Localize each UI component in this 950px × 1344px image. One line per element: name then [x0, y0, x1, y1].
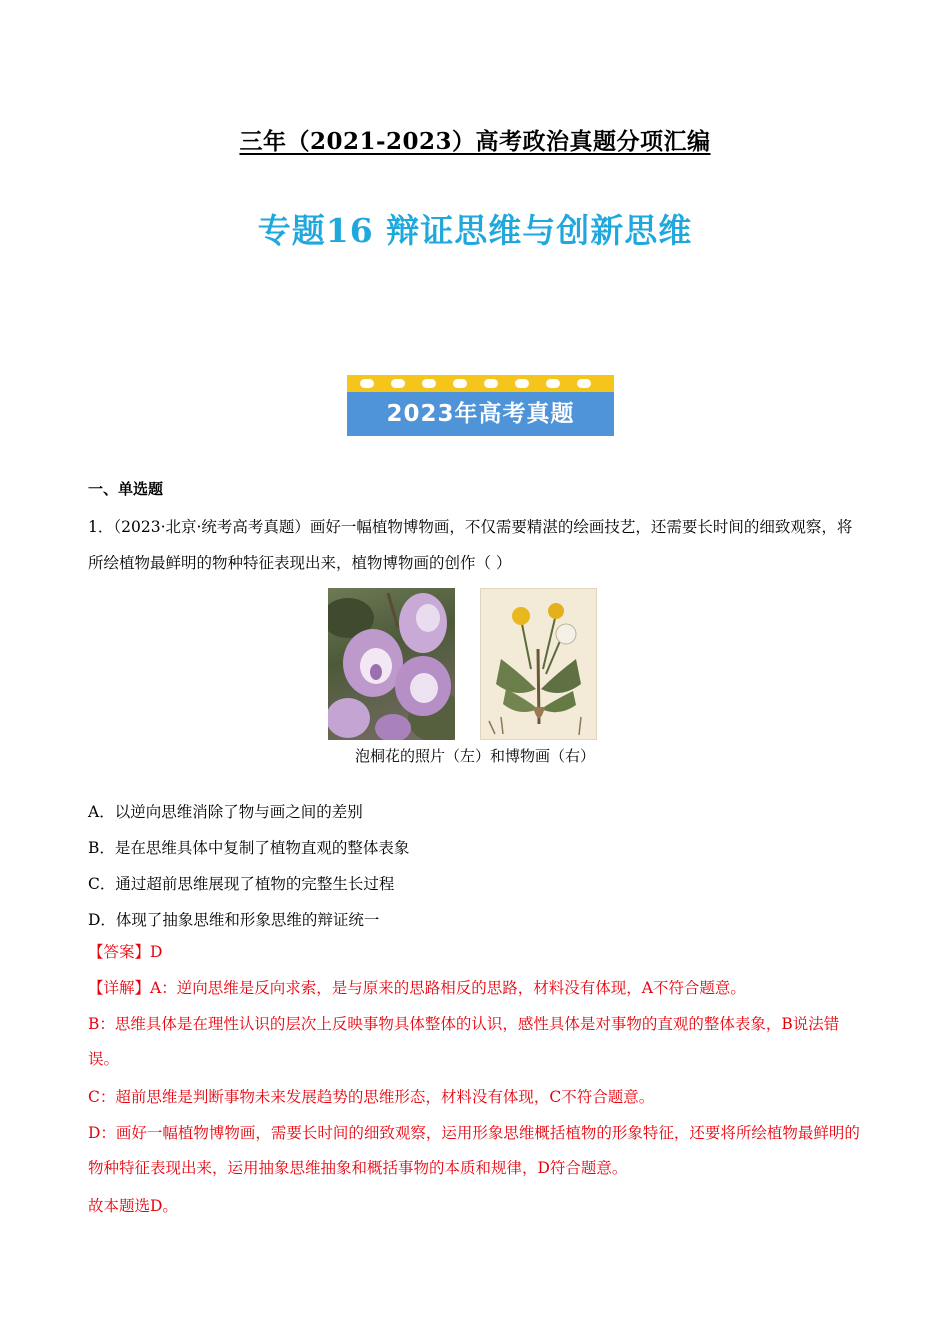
option-b: B．是在思维具体中复制了植物直观的整体表象	[88, 839, 410, 857]
topic-title: 专题16 辩证思维与创新思维	[257, 211, 693, 250]
banner-dot	[422, 379, 436, 388]
answer-label: 【答案】D	[88, 943, 163, 961]
figure-caption: 泡桐花的照片（左）和博物画（右）	[354, 747, 595, 765]
document-title-text: 三年（2021-2023）高考政治真题分项汇编	[239, 128, 711, 155]
banner-label: 2023年高考真题	[347, 392, 614, 436]
option-a: A．以逆向思维消除了物与画之间的差别	[88, 803, 363, 821]
banner-dot	[391, 379, 405, 388]
option-c: C．通过超前思维展现了植物的完整生长过程	[88, 875, 395, 893]
banner-dot	[484, 379, 498, 388]
option-d: D．体现了抽象思维和形象思维的辩证统一	[88, 911, 380, 929]
paulownia-photo	[328, 588, 455, 740]
question-number: 1．	[88, 518, 114, 536]
banner-dot	[577, 379, 591, 388]
question-text	[88, 509, 863, 581]
answer-detail-d: D：画好一幅植物博物画，需要长时间的细致观察，运用形象思维概括植物的形象特征，还要将所绘植物最鲜明的物种特征表现出来，运用抽象思维抽象和概括事物的本质和规律，D符合题意。	[88, 1124, 860, 1177]
botanical-painting	[480, 588, 597, 740]
answer-detail-b: B：思维具体是在理性认识的层次上反映事物具体整体的认识，感性具体是对事物的直观的整体表象，B说法错误。	[88, 1015, 840, 1068]
banner-dot	[515, 379, 529, 388]
banner-strip	[347, 375, 614, 392]
banner-dot	[546, 379, 560, 388]
year-banner	[347, 375, 614, 436]
banner-dot	[453, 379, 467, 388]
dandelion-painting-illustration	[481, 589, 596, 739]
section-heading: 一、单选题	[88, 480, 164, 498]
answer-detail-c: C：超前思维是判断事物未来发展趋势的思维形态，材料没有体现，C不符合题意。	[88, 1088, 655, 1106]
answer-conclusion: 故本题选D。	[88, 1197, 178, 1215]
question-stem: （2023·北京·统考高考真题）画好一幅植物博物画，不仅需要精湛的绘画技艺，还需要长时间的细致观察，将所绘植物最鲜明的物种特征表现出来，植物博物画的创作（ ）	[88, 518, 853, 572]
banner-dot	[360, 379, 374, 388]
paulownia-flower-illustration	[328, 588, 455, 740]
answer-detail-a: 【详解】A：逆向思维是反向求索，是与原来的思路相反的思路，材料没有体现，A不符合题意。	[88, 979, 746, 997]
document-title	[0, 123, 950, 156]
question-figures	[328, 588, 618, 743]
